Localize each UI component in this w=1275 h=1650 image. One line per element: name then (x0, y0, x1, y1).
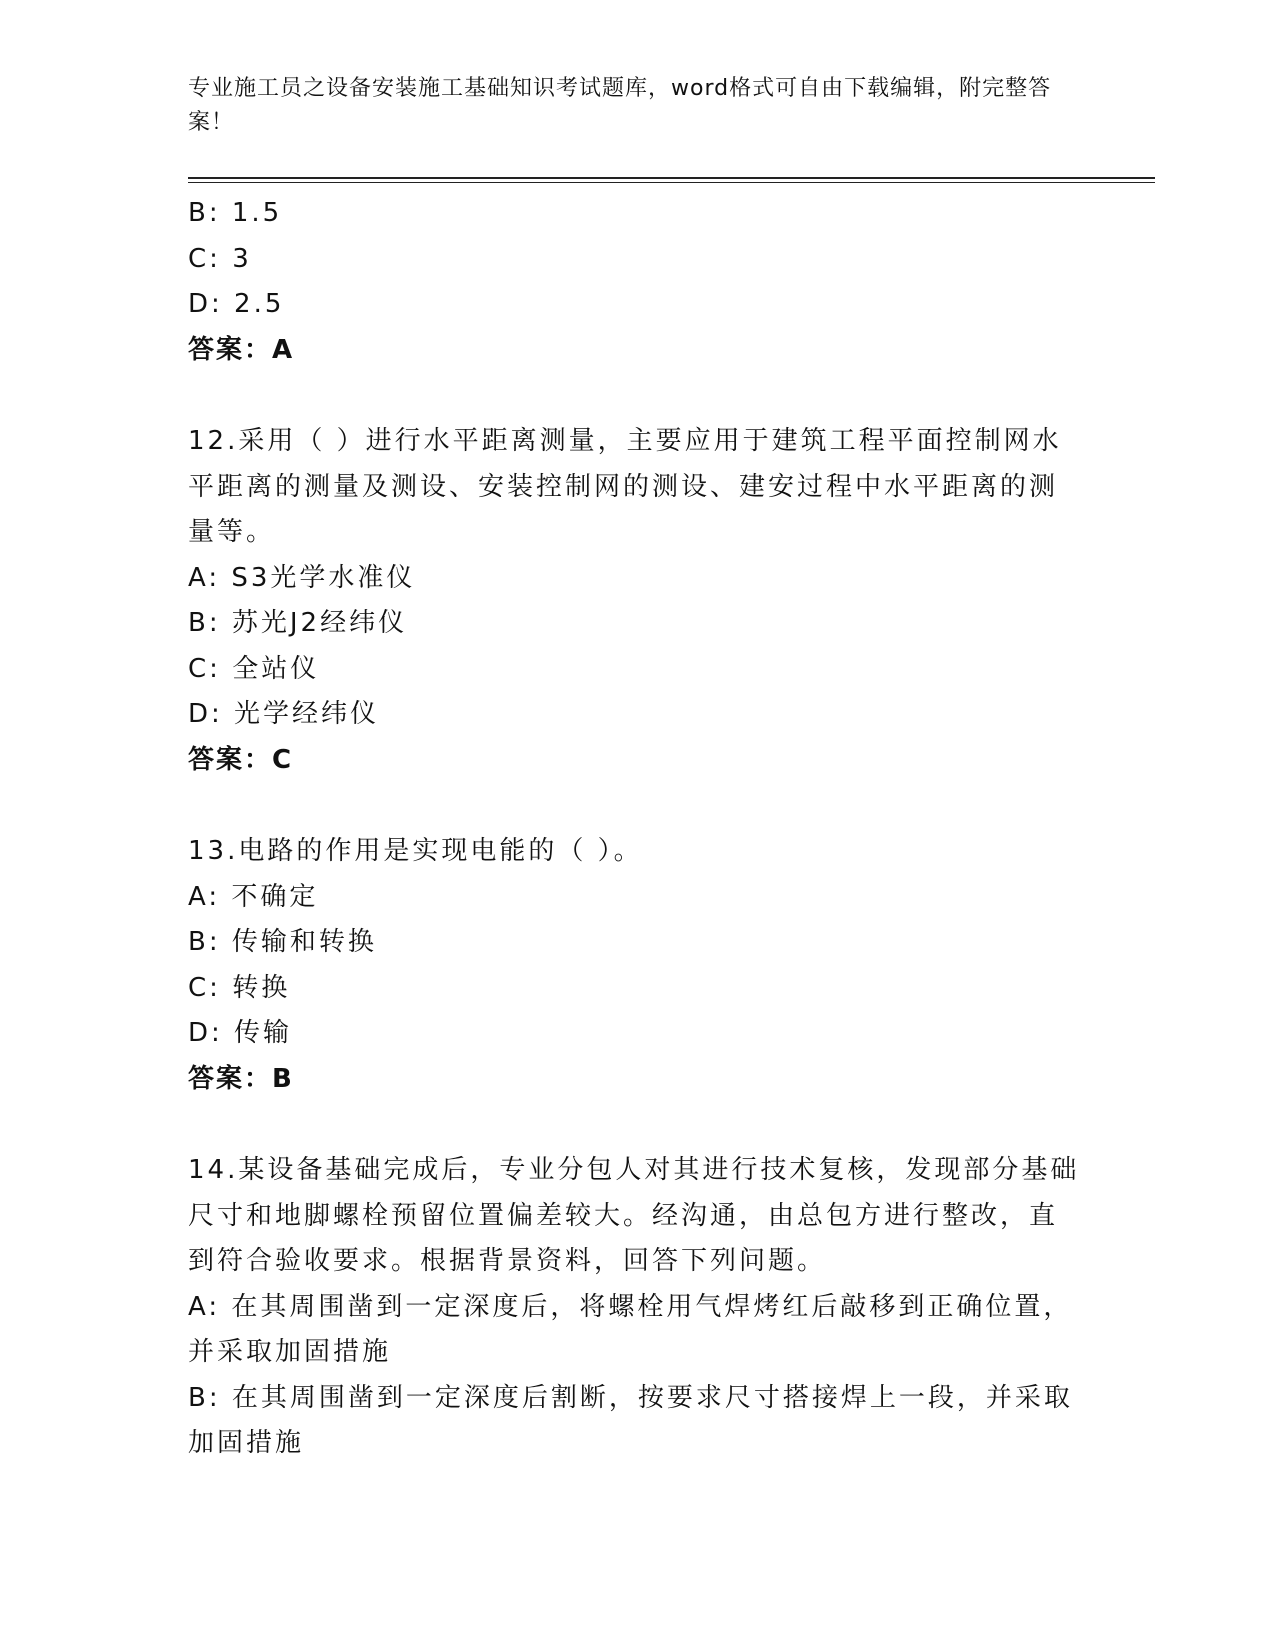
page-header (188, 72, 1068, 140)
option-line: B: 1.5 (188, 198, 283, 228)
question-stem-line: 14.某设备基础完成后，专业分包人对其进行技术复核，发现部分基础 (188, 1155, 1080, 1185)
option-line: B: 苏光J2经纬仪 (188, 608, 408, 638)
answer-line: 答案：C (188, 744, 294, 775)
answer-line: 答案：B (188, 1063, 294, 1094)
header-rule-thick (188, 177, 1155, 179)
option-line: B: 在其周围凿到一定深度后割断，按要求尺寸搭接焊上一段，并采取 (188, 1382, 1073, 1413)
header-title: 专业施工员之设备安装施工基础知识考试题库，word格式可自由下载编辑，附完整答案！ (188, 76, 1052, 135)
question-stem-line: 到符合验收要求。根据背景资料，回答下列问题。 (188, 1246, 827, 1276)
option-line: A: S3光学水准仪 (188, 562, 416, 593)
option-line: C: 全站仪 (188, 653, 320, 684)
option-line: A: 不确定 (188, 881, 319, 912)
spacer (188, 1102, 1088, 1148)
option-line: D: 传输 (188, 1018, 293, 1048)
option-line: 加固措施 (188, 1428, 305, 1458)
option-line: B: 传输和转换 (188, 927, 377, 957)
spacer (188, 373, 1088, 419)
option-line: C: 3 (188, 243, 252, 274)
question-stem-line: 平距离的测量及测设、安装控制网的测设、建安过程中水平距离的测 (188, 471, 1059, 502)
spacer (188, 783, 1088, 829)
option-line: C: 转换 (188, 972, 291, 1003)
question-stem-line: 13.电路的作用是实现电能的（ ）。 (188, 836, 643, 866)
question-stem-line: 量等。 (188, 517, 276, 547)
answer-line: 答案：A (188, 334, 295, 365)
question-stem-line: 尺寸和地脚螺栓预留位置偏差较大。经沟通，由总包方进行整改，直 (188, 1200, 1059, 1231)
option-line: D: 2.5 (188, 289, 285, 319)
option-line: D: 光学经纬仪 (188, 699, 380, 729)
option-line: A: 在其周围凿到一定深度后，将螺栓用气焊烤红后敲移到正确位置， (188, 1291, 1073, 1322)
header-rule-thin (188, 182, 1155, 183)
question-content (188, 191, 1088, 1467)
question-stem-line: 12.采用（ ）进行水平距离测量，主要应用于建筑工程平面控制网水 (188, 426, 1062, 456)
option-line: 并采取加固措施 (188, 1337, 392, 1367)
